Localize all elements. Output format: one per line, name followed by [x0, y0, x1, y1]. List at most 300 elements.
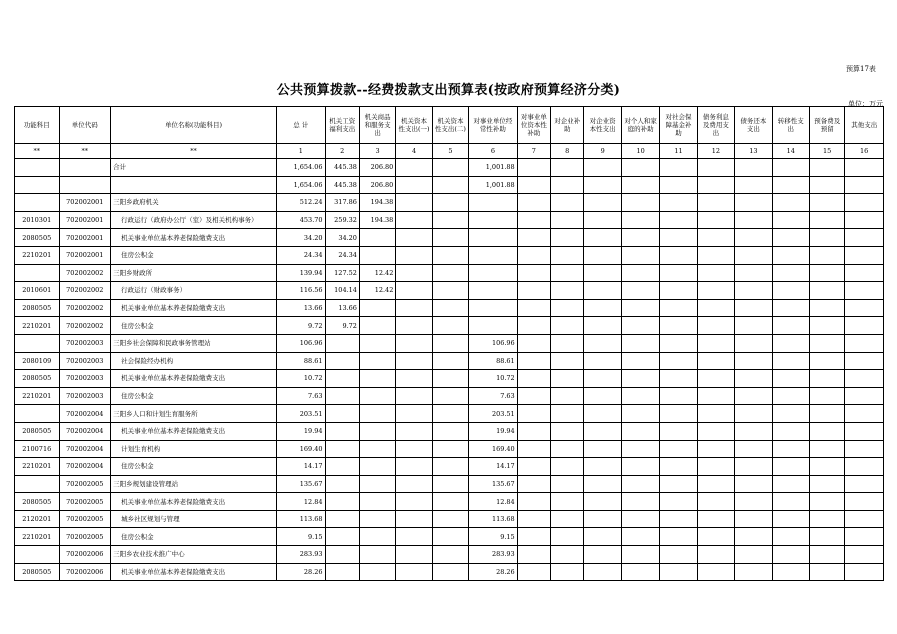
- amount-cell: [697, 387, 734, 405]
- amount-cell: [697, 211, 734, 229]
- unit-code-cell: 702002001: [59, 246, 111, 264]
- amount-cell: [735, 334, 772, 352]
- amount-cell: [584, 422, 621, 440]
- amount-cell: [551, 317, 584, 335]
- amount-cell: [735, 211, 772, 229]
- amount-cell: [697, 510, 734, 528]
- amount-cell: [621, 334, 659, 352]
- table-row: [15, 159, 884, 177]
- amount-cell: [396, 229, 432, 247]
- amount-cell: 12.84: [469, 493, 518, 511]
- amount-cell: [772, 229, 809, 247]
- amount-cell: [809, 528, 844, 546]
- amount-cell: 12.42: [359, 282, 395, 300]
- amount-cell: 283.93: [276, 546, 325, 564]
- amount-cell: [809, 370, 844, 388]
- amount-cell: [735, 405, 772, 423]
- amount-cell: 106.96: [276, 334, 325, 352]
- amount-cell: [469, 211, 518, 229]
- amount-cell: [432, 176, 468, 194]
- amount-cell: 24.34: [276, 246, 325, 264]
- amount-cell: [396, 510, 432, 528]
- amount-cell: [697, 352, 734, 370]
- amount-cell: [359, 352, 395, 370]
- amount-cell: [735, 159, 772, 177]
- amount-cell: [845, 405, 884, 423]
- amount-cell: [551, 246, 584, 264]
- amount-cell: [396, 334, 432, 352]
- amount-cell: [551, 194, 584, 212]
- amount-cell: [517, 422, 550, 440]
- amount-cell: 28.26: [276, 563, 325, 581]
- amount-cell: [735, 475, 772, 493]
- amount-cell: [517, 264, 550, 282]
- amount-cell: [517, 387, 550, 405]
- amount-cell: 127.52: [325, 264, 359, 282]
- amount-cell: [551, 405, 584, 423]
- table-row: [15, 405, 884, 423]
- amount-cell: [845, 159, 884, 177]
- unit-name-cell: 三阳乡财政所: [111, 264, 277, 282]
- amount-cell: [325, 563, 359, 581]
- unit-name-cell: 三阳乡政府机关: [111, 194, 277, 212]
- column-header: 债务利息及费用支出: [697, 107, 734, 144]
- amount-cell: 9.15: [276, 528, 325, 546]
- amount-cell: [621, 246, 659, 264]
- amount-cell: [772, 528, 809, 546]
- amount-cell: [660, 299, 697, 317]
- amount-cell: 7.63: [469, 387, 518, 405]
- amount-cell: [735, 563, 772, 581]
- amount-cell: [396, 211, 432, 229]
- amount-cell: [584, 475, 621, 493]
- amount-cell: [809, 440, 844, 458]
- amount-cell: [584, 264, 621, 282]
- form-number: 预算17表: [846, 65, 876, 73]
- amount-cell: 34.20: [325, 229, 359, 247]
- amount-cell: 9.72: [276, 317, 325, 335]
- amount-cell: [772, 264, 809, 282]
- amount-cell: [621, 475, 659, 493]
- unit-code-cell: 702002002: [59, 282, 111, 300]
- amount-cell: [809, 317, 844, 335]
- amount-cell: [735, 387, 772, 405]
- unit-name-cell: 机关事业单位基本养老保险缴费支出: [111, 229, 277, 247]
- amount-cell: [621, 510, 659, 528]
- amount-cell: [735, 422, 772, 440]
- unit-name-cell: 机关事业单位基本养老保险缴费支出: [111, 493, 277, 511]
- function-code-cell: 2080505: [15, 299, 60, 317]
- amount-cell: [660, 475, 697, 493]
- amount-cell: [845, 370, 884, 388]
- unit-name-cell: 住房公积金: [111, 458, 277, 476]
- amount-cell: [469, 194, 518, 212]
- amount-cell: 194.38: [359, 194, 395, 212]
- amount-cell: 10.72: [469, 370, 518, 388]
- amount-cell: [735, 299, 772, 317]
- table-row: [15, 211, 884, 229]
- amount-cell: [396, 546, 432, 564]
- column-index: 6: [469, 144, 518, 159]
- function-code-cell: 2010601: [15, 282, 60, 300]
- amount-cell: [772, 159, 809, 177]
- amount-cell: [359, 334, 395, 352]
- amount-cell: [517, 458, 550, 476]
- table-row: [15, 176, 884, 194]
- amount-cell: [735, 282, 772, 300]
- amount-cell: [697, 475, 734, 493]
- unit-code-cell: 702002004: [59, 440, 111, 458]
- amount-cell: [697, 334, 734, 352]
- table-row: [15, 370, 884, 388]
- amount-cell: [621, 176, 659, 194]
- amount-cell: [359, 387, 395, 405]
- amount-cell: [432, 194, 468, 212]
- amount-cell: [845, 458, 884, 476]
- page-title: 公共预算拨款--经费拨款支出预算表(按政府预算经济分类): [276, 83, 621, 98]
- amount-cell: [809, 458, 844, 476]
- unit-name-cell: 机关事业单位基本养老保险缴费支出: [111, 422, 277, 440]
- amount-cell: 512.24: [276, 194, 325, 212]
- amount-cell: [359, 528, 395, 546]
- amount-cell: [772, 493, 809, 511]
- amount-cell: [432, 528, 468, 546]
- amount-cell: [809, 194, 844, 212]
- amount-cell: [551, 159, 584, 177]
- amount-cell: [772, 387, 809, 405]
- function-code-cell: 2080505: [15, 493, 60, 511]
- unit-name-cell: 城乡社区规划与管理: [111, 510, 277, 528]
- amount-cell: [551, 299, 584, 317]
- amount-cell: [772, 422, 809, 440]
- amount-cell: [845, 299, 884, 317]
- amount-cell: [621, 370, 659, 388]
- column-header: 对企业资本性支出: [584, 107, 621, 144]
- table-row: [15, 352, 884, 370]
- amount-cell: [845, 194, 884, 212]
- amount-cell: [697, 194, 734, 212]
- amount-cell: [517, 299, 550, 317]
- unit-name-cell: 三阳乡农业技术推广中心: [111, 546, 277, 564]
- amount-cell: [735, 229, 772, 247]
- amount-cell: [584, 194, 621, 212]
- amount-cell: 13.66: [325, 299, 359, 317]
- amount-cell: [809, 510, 844, 528]
- amount-cell: [809, 264, 844, 282]
- amount-cell: [396, 159, 432, 177]
- amount-cell: [660, 176, 697, 194]
- function-code-cell: 2080505: [15, 563, 60, 581]
- amount-cell: [621, 528, 659, 546]
- function-code-cell: 2210201: [15, 246, 60, 264]
- amount-cell: [809, 405, 844, 423]
- amount-cell: [517, 370, 550, 388]
- amount-cell: [735, 493, 772, 511]
- amount-cell: [660, 510, 697, 528]
- amount-cell: [469, 264, 518, 282]
- amount-cell: [845, 229, 884, 247]
- amount-cell: [517, 229, 550, 247]
- amount-cell: 9.15: [469, 528, 518, 546]
- amount-cell: [772, 211, 809, 229]
- column-header: 机关商品和服务支出: [359, 107, 395, 144]
- amount-cell: 12.84: [276, 493, 325, 511]
- column-header: 债务还本支出: [735, 107, 772, 144]
- amount-cell: [396, 563, 432, 581]
- amount-cell: [517, 194, 550, 212]
- amount-cell: [359, 317, 395, 335]
- function-code-cell: 2010301: [15, 211, 60, 229]
- amount-cell: [697, 440, 734, 458]
- amount-cell: [432, 458, 468, 476]
- unit-code-cell: 702002001: [59, 194, 111, 212]
- table-row: [15, 246, 884, 264]
- amount-cell: [660, 405, 697, 423]
- function-code-cell: 2080505: [15, 422, 60, 440]
- amount-cell: [809, 546, 844, 564]
- column-index: **: [111, 144, 277, 159]
- unit-code-cell: 702002004: [59, 405, 111, 423]
- amount-cell: [517, 176, 550, 194]
- amount-cell: 88.61: [276, 352, 325, 370]
- amount-cell: [735, 264, 772, 282]
- amount-cell: [621, 264, 659, 282]
- amount-cell: [325, 405, 359, 423]
- amount-cell: [584, 546, 621, 564]
- table-row: [15, 475, 884, 493]
- amount-cell: [517, 159, 550, 177]
- amount-cell: [772, 440, 809, 458]
- amount-cell: [772, 194, 809, 212]
- amount-cell: [621, 211, 659, 229]
- amount-cell: [396, 422, 432, 440]
- amount-cell: [517, 528, 550, 546]
- amount-cell: [432, 334, 468, 352]
- table-row: [15, 264, 884, 282]
- column-index: 13: [735, 144, 772, 159]
- amount-cell: [584, 282, 621, 300]
- amount-cell: [845, 246, 884, 264]
- amount-cell: [621, 159, 659, 177]
- amount-cell: [432, 405, 468, 423]
- amount-cell: [621, 387, 659, 405]
- amount-cell: [697, 264, 734, 282]
- header-row: [15, 107, 884, 144]
- amount-cell: [660, 264, 697, 282]
- column-index: 4: [396, 144, 432, 159]
- column-index: 7: [517, 144, 550, 159]
- amount-cell: [660, 194, 697, 212]
- amount-cell: [772, 282, 809, 300]
- amount-cell: [809, 229, 844, 247]
- amount-cell: [621, 405, 659, 423]
- amount-cell: [845, 475, 884, 493]
- amount-cell: [735, 194, 772, 212]
- unit-code-cell: 702002002: [59, 317, 111, 335]
- table-row: [15, 493, 884, 511]
- amount-cell: [432, 422, 468, 440]
- amount-cell: 106.96: [469, 334, 518, 352]
- amount-cell: [359, 229, 395, 247]
- amount-cell: [697, 422, 734, 440]
- amount-cell: [551, 440, 584, 458]
- amount-cell: 445.38: [325, 176, 359, 194]
- amount-cell: 259.32: [325, 211, 359, 229]
- amount-cell: 113.68: [276, 510, 325, 528]
- amount-cell: [396, 528, 432, 546]
- unit-code-cell: 702002005: [59, 493, 111, 511]
- amount-cell: [432, 159, 468, 177]
- amount-cell: [621, 229, 659, 247]
- function-code-cell: [15, 176, 60, 194]
- amount-cell: [697, 493, 734, 511]
- amount-cell: [660, 352, 697, 370]
- amount-cell: [845, 387, 884, 405]
- amount-cell: [325, 493, 359, 511]
- unit-code-cell: [59, 159, 111, 177]
- amount-cell: [735, 440, 772, 458]
- amount-cell: [735, 510, 772, 528]
- function-code-cell: [15, 264, 60, 282]
- column-index: **: [59, 144, 111, 159]
- amount-cell: [432, 246, 468, 264]
- function-code-cell: [15, 475, 60, 493]
- amount-cell: [432, 211, 468, 229]
- amount-cell: [551, 475, 584, 493]
- amount-cell: [432, 370, 468, 388]
- column-index: **: [15, 144, 60, 159]
- unit-name-cell: 三阳乡人口和计划生育服务所: [111, 405, 277, 423]
- column-header: 对事业单位资本性补助: [517, 107, 550, 144]
- amount-cell: [809, 387, 844, 405]
- column-index: 16: [845, 144, 884, 159]
- amount-cell: [325, 475, 359, 493]
- column-header: 对企业补助: [551, 107, 584, 144]
- amount-cell: [517, 317, 550, 335]
- column-header: 转移性支出: [772, 107, 809, 144]
- amount-cell: [809, 493, 844, 511]
- amount-cell: [551, 546, 584, 564]
- amount-cell: [551, 211, 584, 229]
- table-row: [15, 229, 884, 247]
- amount-cell: [809, 282, 844, 300]
- function-code-cell: [15, 546, 60, 564]
- unit-name-cell: 住房公积金: [111, 317, 277, 335]
- amount-cell: [845, 352, 884, 370]
- amount-cell: [584, 229, 621, 247]
- amount-cell: 12.42: [359, 264, 395, 282]
- column-index: 8: [551, 144, 584, 159]
- amount-cell: 28.26: [469, 563, 518, 581]
- amount-cell: 445.38: [325, 159, 359, 177]
- amount-cell: [396, 458, 432, 476]
- amount-cell: [584, 387, 621, 405]
- column-index: 12: [697, 144, 734, 159]
- amount-cell: 14.17: [469, 458, 518, 476]
- table-row: [15, 528, 884, 546]
- unit-code-cell: 702002002: [59, 264, 111, 282]
- function-code-cell: 2210201: [15, 528, 60, 546]
- amount-cell: [697, 405, 734, 423]
- amount-cell: [396, 194, 432, 212]
- amount-cell: [325, 440, 359, 458]
- column-index: 2: [325, 144, 359, 159]
- amount-cell: [396, 264, 432, 282]
- amount-cell: [660, 422, 697, 440]
- table-body: [15, 159, 884, 581]
- amount-cell: [517, 510, 550, 528]
- amount-cell: [325, 370, 359, 388]
- amount-cell: [517, 352, 550, 370]
- amount-cell: 14.17: [276, 458, 325, 476]
- amount-cell: [584, 528, 621, 546]
- amount-cell: [735, 352, 772, 370]
- amount-cell: [469, 299, 518, 317]
- column-header: 总 计: [276, 107, 325, 144]
- amount-cell: [660, 334, 697, 352]
- amount-cell: [584, 405, 621, 423]
- amount-cell: [517, 475, 550, 493]
- amount-cell: [584, 334, 621, 352]
- amount-cell: [584, 563, 621, 581]
- amount-cell: [359, 370, 395, 388]
- amount-cell: [660, 246, 697, 264]
- table-row: [15, 387, 884, 405]
- amount-cell: [432, 546, 468, 564]
- amount-cell: [432, 493, 468, 511]
- amount-cell: 317.86: [325, 194, 359, 212]
- column-index: 5: [432, 144, 468, 159]
- amount-cell: 283.93: [469, 546, 518, 564]
- unit-name-cell: 住房公积金: [111, 528, 277, 546]
- table-row: [15, 194, 884, 212]
- column-index-row: [15, 144, 884, 159]
- amount-cell: [396, 370, 432, 388]
- amount-cell: [325, 352, 359, 370]
- column-index: 3: [359, 144, 395, 159]
- amount-cell: 104.14: [325, 282, 359, 300]
- amount-cell: [735, 246, 772, 264]
- unit-name-cell: 行政运行（财政事务）: [111, 282, 277, 300]
- amount-cell: [621, 194, 659, 212]
- amount-cell: [584, 370, 621, 388]
- amount-cell: [551, 282, 584, 300]
- function-code-cell: [15, 405, 60, 423]
- amount-cell: [621, 546, 659, 564]
- amount-cell: 113.68: [469, 510, 518, 528]
- table-row: [15, 422, 884, 440]
- amount-cell: [396, 387, 432, 405]
- unit-name-cell: 机关事业单位基本养老保险缴费支出: [111, 299, 277, 317]
- amount-cell: [584, 317, 621, 335]
- amount-cell: [660, 440, 697, 458]
- amount-cell: [697, 229, 734, 247]
- amount-cell: [845, 176, 884, 194]
- amount-cell: [359, 299, 395, 317]
- amount-cell: [660, 317, 697, 335]
- amount-cell: [809, 211, 844, 229]
- amount-cell: [325, 422, 359, 440]
- amount-cell: [660, 229, 697, 247]
- amount-cell: [551, 493, 584, 511]
- amount-cell: [432, 352, 468, 370]
- amount-cell: [396, 299, 432, 317]
- amount-cell: [396, 475, 432, 493]
- amount-cell: [845, 493, 884, 511]
- amount-cell: [584, 352, 621, 370]
- amount-cell: [551, 387, 584, 405]
- amount-cell: 135.67: [469, 475, 518, 493]
